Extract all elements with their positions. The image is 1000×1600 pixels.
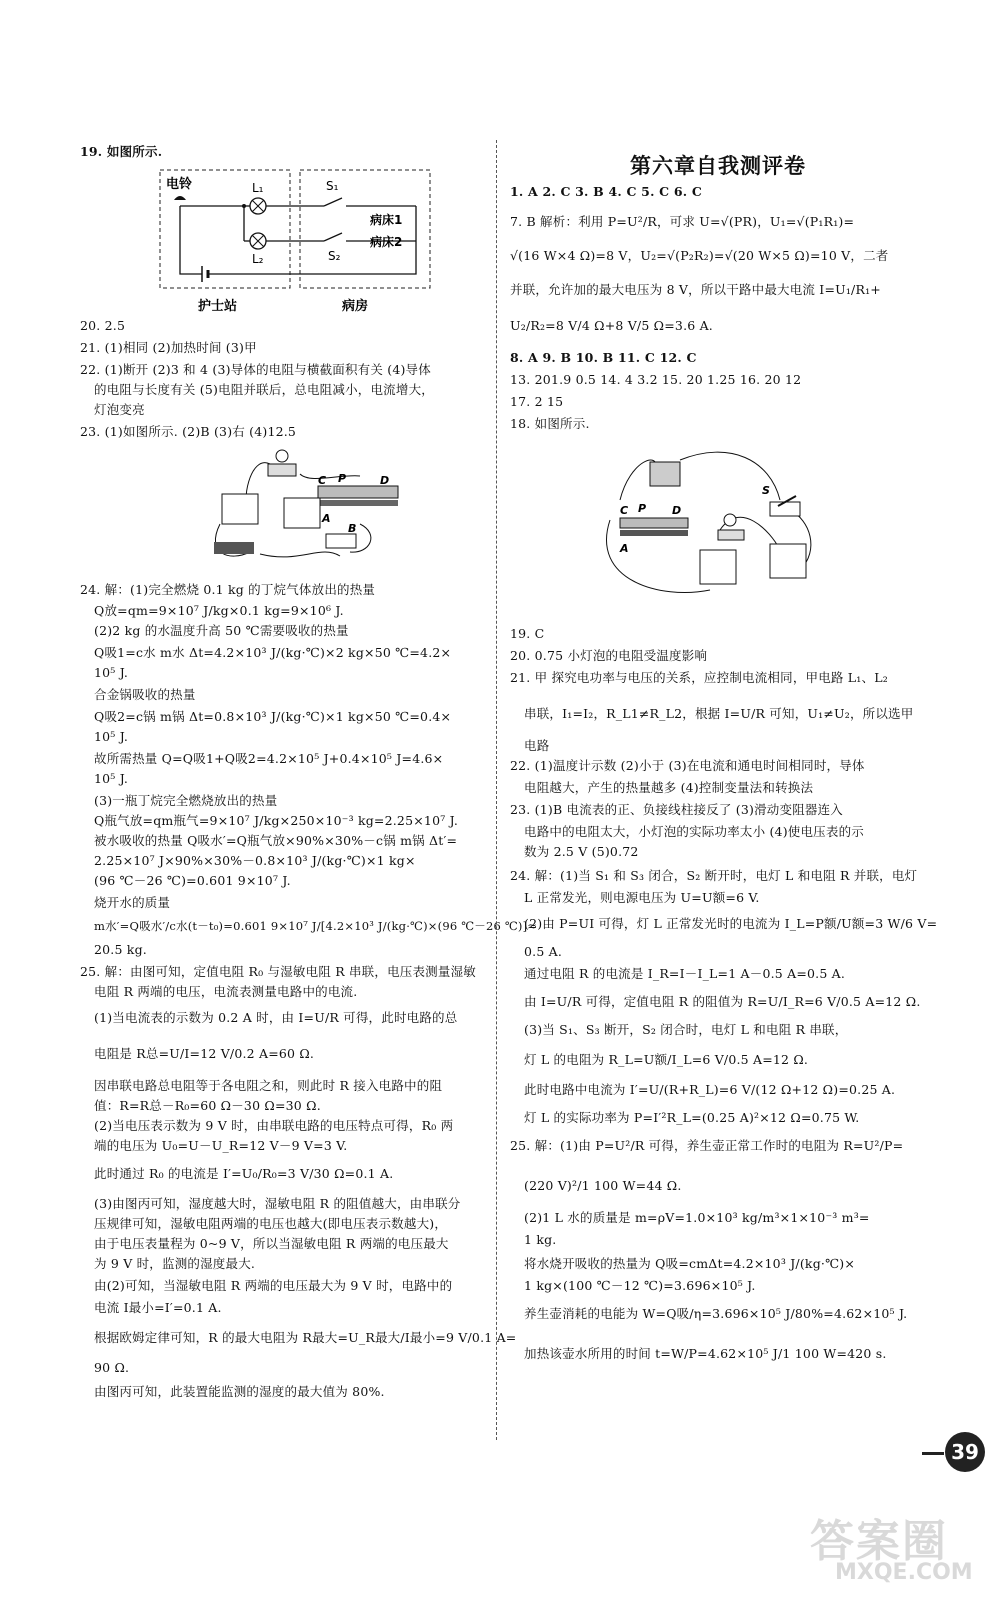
answer-25-line8: 加热该壶水所用的时间 t=W/P=4.62×10⁵ J/1 100 W=420 s.: [524, 1346, 887, 1361]
answer-7-line4: U₂/R₂=8 V/4 Ω+8 V/5 Ω=3.6 A.: [510, 318, 713, 333]
label-d: D: [380, 474, 390, 487]
answer-24-line15: (96 ℃－26 ℃)=0.601 9×10⁷ J.: [94, 873, 291, 888]
answer-25-line14: 由(2)可知，当湿敏电阻 R 两端的电压最大为 9 V 时，电路中的: [94, 1278, 453, 1293]
lamp2-label: L₂: [252, 252, 264, 266]
answer-25-line8: 端的电压为 U₀=U－U_R=12 V－9 V=3 V.: [94, 1138, 348, 1153]
switch2-label: S₂: [328, 249, 341, 263]
label-s-18: S: [762, 484, 770, 497]
answer-24-line2: Q放=qm=9×10⁷ J/kg×0.1 kg=9×10⁶ J.: [94, 603, 344, 618]
label-c: C: [318, 474, 327, 487]
label-c-18: C: [620, 504, 629, 517]
answer-24-line6: 由 I=U/R 可得，定值电阻 R 的阻值为 R=U/I_R=6 V/0.5 A=12 Ω.: [524, 994, 921, 1009]
answer-22-line2: 的电阻与长度有关 (5)电阻并联后，总电阻减小，电流增大，: [94, 382, 434, 397]
nurse-call-circuit-diagram: [158, 166, 438, 316]
answer-25-line7: 养生壶消耗的电能为 W=Q吸/η=3.696×10⁵ J/80%=4.62×10⁵ J.: [524, 1306, 908, 1321]
answer-21-line3: 电路: [524, 738, 550, 753]
bed1-label: 病床1: [370, 213, 403, 227]
label-p-18: P: [638, 502, 647, 515]
answer-24-line5: 通过电阻 R 的电流是 I_R=I－I_L=1 A－0.5 A=0.5 A.: [524, 966, 846, 981]
answer-25-line1: 25. 解：(1)由 P=U²/R 可得，养生壶正常工作时的电阻为 R=U²/P=: [510, 1138, 904, 1153]
answer-24-line7: (3)当 S₁、S₃ 断开，S₂ 闭合时，电灯 L 和电阻 R 串联，: [524, 1022, 848, 1037]
answer-25-line16: 根据欧姆定律可知，R 的最大电阻为 R最大=U_R最大/I最小=9 V/0.1 A=: [94, 1330, 517, 1345]
answer-25-line3: (2)1 L 水的质量是 m=ρV=1.0×10³ kg/m³×1×10⁻³ m³=: [524, 1210, 870, 1225]
answer-24-line10: 灯 L 的实际功率为 P=I′²R_L=(0.25 A)²×12 Ω=0.75 W.: [524, 1110, 860, 1125]
label-d-18: D: [672, 504, 682, 517]
page-number-dash: [922, 1452, 944, 1455]
answer-24-line12: Q瓶气放=qm瓶气=9×10⁷ J/kg×250×10⁻³ kg=2.25×10⁷ J.: [94, 813, 459, 828]
lamp1-label: L₁: [252, 181, 264, 195]
answer-24-line4: Q吸1=c水 m水 Δt=4.2×10³ J/(kg·℃)×2 kg×50 ℃=4.2×: [94, 645, 452, 660]
answer-24-line14: 2.25×10⁷ J×90%×30%－0.8×10³ J/(kg·℃)×1 kg×: [94, 853, 416, 868]
answer-25-line6: 1 kg×(100 ℃－12 ℃)=3.696×10⁵ J.: [524, 1278, 756, 1293]
answer-25-line2: (220 V)²/1 100 W=44 Ω.: [524, 1178, 682, 1193]
answer-22-line2: 电阻越大，产生的热量越多 (4)控制变量法和转换法: [524, 780, 814, 795]
chapter-title: 第六章自我测评卷: [630, 154, 806, 178]
label-a: A: [322, 512, 331, 525]
switch1-label: S₁: [326, 179, 339, 193]
answer-23: 23. (1)如图所示. (2)B (3)右 (4)12.5: [80, 424, 297, 439]
answer-25-line2: 电阻 R 两端的电压，电流表测量电路中的电流.: [94, 984, 358, 999]
answer-25-line13: 为 9 V 时，监测的湿度最大.: [94, 1256, 256, 1271]
answer-24-line11: (3)一瓶丁烷完全燃烧放出的热量: [94, 793, 278, 808]
answer-25-line7: (2)当电压表示数为 9 V 时，由串联电路的电压特点可得，R₀ 两: [94, 1118, 454, 1133]
answer-21: 21. (1)相同 (2)加热时间 (3)甲: [80, 340, 257, 355]
answer-23-line1: 23. (1)B 电流表的正、负接线柱接反了 (3)滑动变阻器连入: [510, 802, 843, 817]
answer-24-line1: 24. 解：(1)完全燃烧 0.1 kg 的丁烷气体放出的热量: [80, 582, 376, 597]
answer-21-line2: 串联，I₁=I₂，R_L1≠R_L2，根据 I=U/R 可知，U₁≠U₂，所以选甲: [524, 706, 914, 721]
answer-25-line5: 将水烧开吸收的热量为 Q吸=cmΔt=4.2×10³ J/(kg·℃)×: [524, 1256, 855, 1271]
experiment-apparatus-figure: [210, 444, 430, 572]
answer-24-line1: 24. 解：(1)当 S₁ 和 S₃ 闭合，S₂ 断开时，电灯 L 和电阻 R 并联，电灯: [510, 868, 918, 883]
answer-25-line4: 电阻是 R总=U/I=12 V/0.2 A=60 Ω.: [94, 1046, 315, 1061]
circuit-apparatus-figure-18: [600, 440, 830, 610]
answer-20: 20. 2.5: [80, 318, 126, 333]
answer-24-line13: 被水吸收的热量 Q吸水′=Q瓶气放×90%×30%－c锅 m锅 Δt′=: [94, 833, 458, 848]
answer-21-line1: 21. 甲 探究电功率与电压的关系，应控制电流相同，甲电路 L₁、L₂: [510, 670, 888, 685]
answers-13-16: 13. 201.9 0.5 14. 4 3.2 15. 20 1.25 16. 20 12: [510, 372, 802, 387]
answer-18: 18. 如图所示.: [510, 416, 590, 431]
answer-19: 19. 如图所示.: [80, 144, 163, 159]
answer-24-line5: 10⁵ J.: [94, 665, 129, 680]
ward-label: 病房: [342, 299, 369, 314]
answer-25-line12: 由于电压表量程为 0~9 V，所以当湿敏电阻 R 两端的电压最大: [94, 1236, 449, 1251]
answer-7-line1: 7. B 解析：利用 P=U²/R，可求 U=√(PR)，U₁=√(P₁R₁)=: [510, 214, 855, 229]
answer-19: 19. C: [510, 626, 545, 641]
answer-25-line11: 压规律可知，湿敏电阻两端的电压也越大(即电压表示数越大)，: [94, 1216, 448, 1231]
answer-24-line3: (2)2 kg 的水温度升高 50 ℃需要吸收的热量: [94, 623, 349, 638]
answer-24-line9: 故所需热量 Q=Q吸1+Q吸2=4.2×10⁵ J+0.4×10⁵ J=4.6×: [94, 751, 444, 766]
answer-17: 17. 2 15: [510, 394, 564, 409]
answer-25-line1: 25. 解：由图可知，定值电阻 R₀ 与湿敏电阻 R 串联，电压表测量湿敏: [80, 964, 476, 979]
answer-24-line9: 此时电路中电流为 I′=U/(R+R_L)=6 V/(12 Ω+12 Ω)=0.25 A.: [524, 1082, 896, 1097]
answer-23-line2: 电路中的电阻太大，小灯泡的实际功率太小 (4)使电压表的示: [524, 824, 864, 839]
answer-20: 20. 0.75 小灯泡的电阻受温度影响: [510, 648, 708, 663]
nurse-station-label: 护士站: [198, 299, 238, 314]
answer-24-line17: m水′=Q吸水′/c水(t－t₀)=0.601 9×10⁷ J/[4.2×10³ J/(kg·℃)×(96 ℃－26 ℃)]≈: [94, 919, 538, 933]
answer-7-line3: 并联，允许加的最大电压为 8 V，所以干路中最大电流 I=U₁/R₁+: [510, 282, 881, 297]
page-number: 39: [945, 1432, 985, 1472]
answer-25-line17: 90 Ω.: [94, 1360, 130, 1375]
answer-24-line18: 20.5 kg.: [94, 942, 147, 957]
answer-24-line10: 10⁵ J.: [94, 771, 129, 786]
answer-23-line3: 数为 2.5 V (5)0.72: [524, 844, 639, 859]
watermark-site: MXQE.COM: [835, 1560, 973, 1585]
answer-25-line18: 由图丙可知，此装置能监测的湿度的最大值为 80%.: [94, 1384, 385, 1399]
answer-24-line8: 灯 L 的电阻为 R_L=U额/I_L=6 V/0.5 A=12 Ω.: [524, 1052, 809, 1067]
answer-25-line9: 此时通过 R₀ 的电流是 I′=U₀/R₀=3 V/30 Ω=0.1 A.: [94, 1166, 394, 1181]
bed2-label: 病床2: [370, 235, 403, 249]
answers-1-6: 1. A 2. C 3. B 4. C 5. C 6. C: [510, 184, 703, 199]
answer-25-line5: 因串联电路总电阻等于各电阻之和，则此时 R 接入电路中的阻: [94, 1078, 443, 1093]
bell-label: 电铃: [166, 177, 193, 192]
answer-22-line1: 22. (1)断开 (2)3 和 4 (3)导体的电阻与横截面积有关 (4)导体: [80, 362, 431, 377]
answer-7-line2: √(16 W×4 Ω)=8 V，U₂=√(P₂R₂)=√(20 W×5 Ω)=10 V，二者: [510, 248, 889, 263]
answer-25-line3: (1)当电流表的示数为 0.2 A 时，由 I=U/R 可得，此时电路的总: [94, 1010, 458, 1025]
column-divider: [496, 140, 497, 1440]
label-a-18: A: [620, 542, 629, 555]
answer-25-line15: 电流 I最小=I′=0.1 A.: [94, 1300, 222, 1315]
answer-24-line4: 0.5 A.: [524, 944, 563, 959]
answer-25-line4: 1 kg.: [524, 1232, 557, 1247]
answer-24-line7: Q吸2=c锅 m锅 Δt=0.8×10³ J/(kg·℃)×1 kg×50 ℃=0.4×: [94, 709, 452, 724]
answer-22-line1: 22. (1)温度计示数 (2)小于 (3)在电流和通电时间相同时，导体: [510, 758, 865, 773]
label-p: P: [338, 472, 347, 485]
answer-24-line6: 合金锅吸收的热量: [94, 687, 196, 702]
label-b: B: [348, 522, 357, 535]
watermark-brand: 答案圈: [810, 1516, 948, 1567]
answer-24-line3: (2)由 P=UI 可得，灯 L 正常发光时的电流为 I_L=P额/U额=3 W/6 V=: [524, 916, 938, 931]
answer-24-line8: 10⁵ J.: [94, 729, 129, 744]
answer-25-line6: 值：R=R总－R₀=60 Ω－30 Ω=30 Ω.: [94, 1098, 321, 1113]
answers-8-12: 8. A 9. B 10. B 11. C 12. C: [510, 350, 697, 365]
answer-25-line10: (3)由图丙可知，湿度越大时，湿敏电阻 R 的阻值越大，由串联分: [94, 1196, 461, 1211]
answer-24-line2: L 正常发光，则电源电压为 U=U额=6 V.: [524, 890, 760, 905]
answer-22-line3: 灯泡变亮: [94, 402, 145, 417]
answer-24-line16: 烧开水的质量: [94, 895, 171, 910]
